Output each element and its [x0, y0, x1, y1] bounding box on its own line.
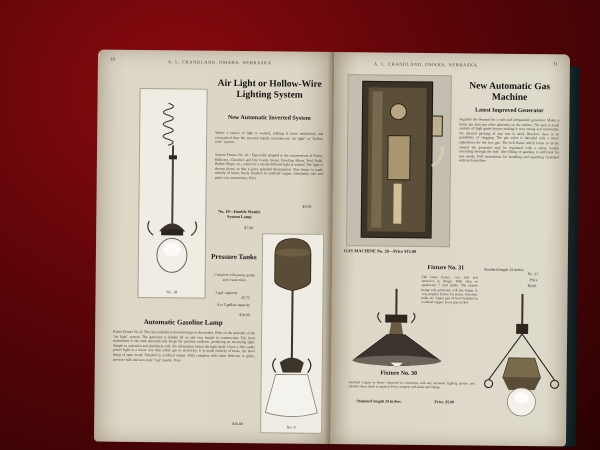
right-subtitle: Latest Improved Generator	[475, 107, 544, 115]
right-title: New Automatic Gas Machine	[469, 81, 551, 104]
left-page-number: 10	[109, 57, 115, 63]
left-subtitle: New Automatic Inverted System	[227, 114, 311, 122]
gasoline-lamp-illustration	[261, 234, 323, 425]
fixture-18-plate	[137, 88, 207, 299]
right-page-number: 11	[553, 62, 558, 68]
tanks-text: Complete with pump, gauge and connections.	[214, 272, 256, 282]
hanging-lamp-illustration	[139, 89, 207, 290]
left-title: Air Light or Hollow-Wire Lighting System	[217, 78, 322, 101]
left-page	[94, 50, 334, 444]
fixture-31-price-label: Price	[529, 278, 538, 283]
fixture-30-price: Price, $5.00	[434, 399, 455, 405]
fixture-18-caption: No. 18—Double Mantle System Lamp	[218, 208, 261, 220]
fixture-30-standard-length: Standard length 24 inches.	[356, 398, 402, 404]
tank-row-2-size: 4 to 5 gallon capacity	[217, 302, 250, 308]
right-running-head: A. L. CRANDLAND, OMAHA, NEBRASKA	[373, 61, 478, 68]
fixture-31-price: $9.00	[527, 284, 537, 289]
lamp-price: $10.00	[232, 420, 244, 427]
tank-row-1-size: 2 gal. capacity	[215, 290, 238, 296]
gas-machine-caption: GAS MACHINE No. 20—Price $15.00	[343, 248, 417, 254]
fixture-31-standard-length: Standard length 24 inches	[484, 267, 524, 273]
gas-machine-illustration	[347, 75, 451, 246]
lamp-text: Parlor Fixture No. 8. The first individual inverted lamp on the market. Built on the principle of the "air light" system. The generator is hidden all on and very simple in construction. The bowl transmitted to the tank automatically keeps the pressure uniform, producing an unvarying light. Simple in operation and absolutely safe. No obstruction below the light itself. Gives a 300 candle power light at a lower cost than either gas or electricity. It is made entirely of brass, the bowl being of spun metal. Finished in oxidized copper. Fully complete with either deflector or globe, pressure bulb and new style "rag" mantle. Price	[112, 329, 256, 362]
fixture-18-price: $7.00	[244, 225, 254, 231]
left-intro-text: Where a source of light is wanted, nothing is more satisfactory and economical than the inverted mantle incandescent "air light" or "hollow wire" system.	[215, 130, 324, 145]
left-running-head: A. L. CRANDLAND, OMAHA, NEBRASKA	[167, 59, 272, 66]
fixture-30-text: Oxidized Copper or Brass—Operated in connection with any automatic lighting system, and suitable where shade is required. Price complete with shade and fittings.	[348, 380, 475, 390]
fixture-31-title: Fixture No. 31	[427, 265, 465, 272]
open-catalog-booklet	[94, 50, 570, 447]
tanks-title: Pressure Tanks	[211, 252, 257, 262]
tank-row-2-price: $10.00	[239, 313, 250, 318]
fixture-31-number: No. 31	[527, 272, 539, 277]
machine-text: Supplies the demand for a safe and inexpensive generator. Makes a better gas than any other generator on the market. The tank is made entirely of high grade bronze making it very strong and substantial. No internal packing of any sort is used, therefore there is no possibility of clogging. The gas valve is threaded with a micro adjustment for the size gas. The rich flame which burns so nicely around the generator may be regulated with a safety handle extending through the side. One filling of gasoline is sufficient for two weeks. Full instructions for installing and operating furnished with each machine.	[458, 117, 560, 163]
fixture-8-plate	[260, 233, 324, 434]
right-page	[330, 52, 570, 446]
fixture-30-title: Fixture No. 30	[380, 370, 418, 377]
left-system-price: $3.00	[302, 203, 312, 209]
lamp-title: Automatic Gasoline Lamp	[143, 318, 223, 327]
fixture-31-illustration	[480, 294, 563, 427]
gas-machine-plate	[346, 74, 452, 247]
fixture-31-text: The latest fixture, very neat and attractive in design. With clear or opalescent 7 inch globe. The mantle being well protected, will last longer. A very popular fixture for stores, churches, halls, etc. Upper part of bowl finished in oxidized copper, lower part nickel.	[421, 274, 478, 305]
tank-row-1-price: $7.75	[241, 296, 251, 301]
left-system-text: System Fixture No. 18—Especially adapted to the requirements of Parlor, Hallways, Churches and Dry Goods Stores, Bowling Alleys, Pool Halls, Barber Shops, etc., wherever a steady diffused light is wanted. The light is thrown down, so that it gives splendid illumination. This fixture is made entirely of brass, finely finished in oxidized copper. Absolutely safe and perfect in construction. Price	[214, 152, 323, 181]
fixture-30-illustration	[351, 288, 444, 373]
fig-label-18: No. 18	[166, 289, 177, 295]
fig-label-8: No. 8	[286, 424, 296, 430]
